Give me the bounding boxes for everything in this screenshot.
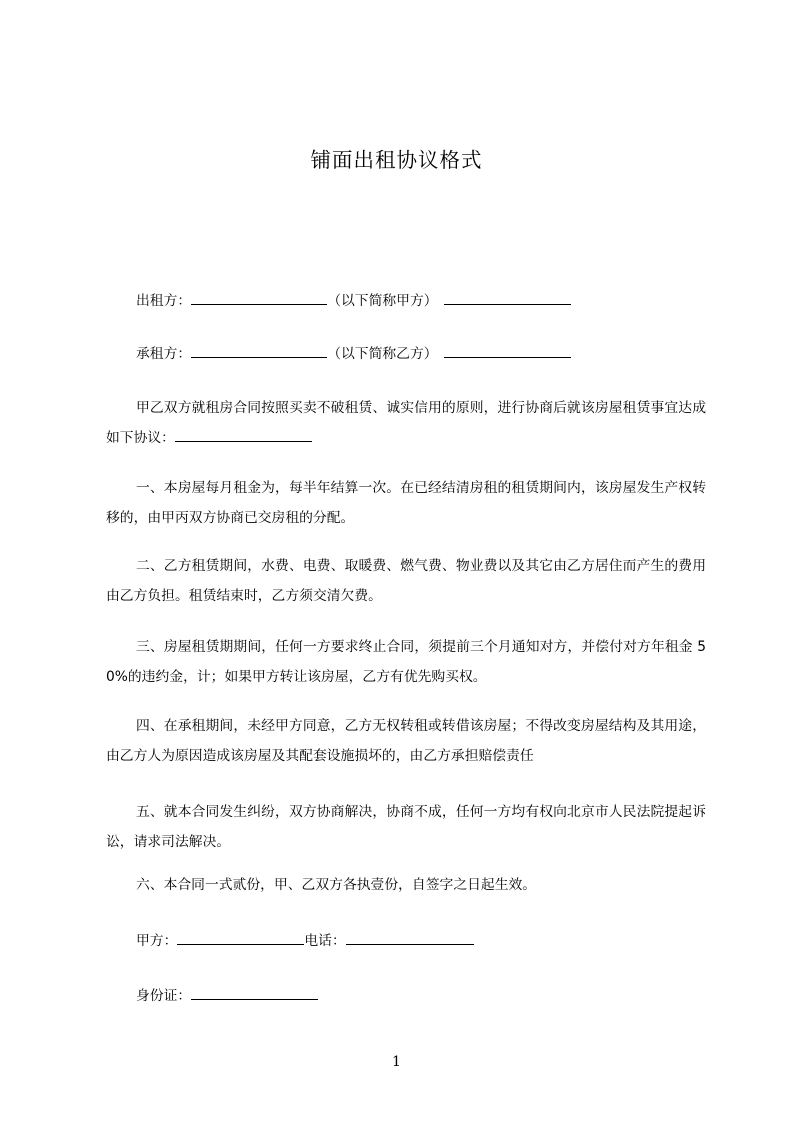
intro-text: 甲乙双方就租房合同按照买卖不破租赁、诚实信用的原则，进行协商后就该房屋租赁事宜达成如下协议： [106,400,706,446]
clause-3: 三、房屋租赁期期间，任何一方要求终止合同，须提前三个月通知对方，并偿付对方年租金 50%的违约金，计；如果甲方转让该房屋，乙方有优先购买权。 [106,639,706,685]
phone-blank [346,930,474,945]
lessee-name-blank [191,343,327,358]
clause-5: 五、就本合同发生纠纷，双方协商解决，协商不成，任何一方均有权向北京市人民法院提起诉讼，请求司法解决。 [106,804,706,850]
id-label: 身份证： [136,988,192,1004]
lessor-label: 出租方： [136,293,192,309]
lessor-extra-blank [444,290,571,305]
intro-blank [175,427,312,442]
lessor-line [136,290,571,311]
clause-4: 四、在承租期间，未经甲方同意，乙方无权转租或转借该房屋；不得改变房屋结构及其用途，由乙方人为原因造成该房屋及其配套设施损坏的，由乙方承担赔偿责任 [106,718,706,764]
clause-1: 一、本房屋每月租金为，每半年结算一次。在已经结清房租的租赁期间内，该房屋发生产权转移的，由甲丙双方协商已交房租的分配。 [106,480,706,526]
lessee-note: （以下简称乙方） [327,346,438,362]
lessee-extra-blank [444,343,571,358]
lessor-name-blank [191,290,327,305]
clause-6: 六、本合同一式贰份，甲、乙双方各执壹份，自签字之日起生效。 [136,877,537,893]
phone-label: 电话： [304,933,346,949]
clause-2: 二、乙方租赁期间，水费、电费、取暖费、燃气费、物业费以及其它由乙方居住而产生的费用由乙方负担。租赁结束时，乙方须交清欠费。 [106,558,706,604]
party-a-line [136,930,474,951]
id-blank [191,985,318,1000]
lessee-line [136,343,571,364]
id-line [136,985,318,1006]
lessor-note: （以下简称甲方） [327,293,438,309]
party-a-blank [177,930,304,945]
lessee-label: 承租方： [136,346,192,362]
document-title: 铺面出租协议格式 [310,148,483,172]
intro-paragraph [106,393,706,453]
page-number: 1 [392,1054,401,1070]
party-a-label: 甲方： [136,933,178,949]
